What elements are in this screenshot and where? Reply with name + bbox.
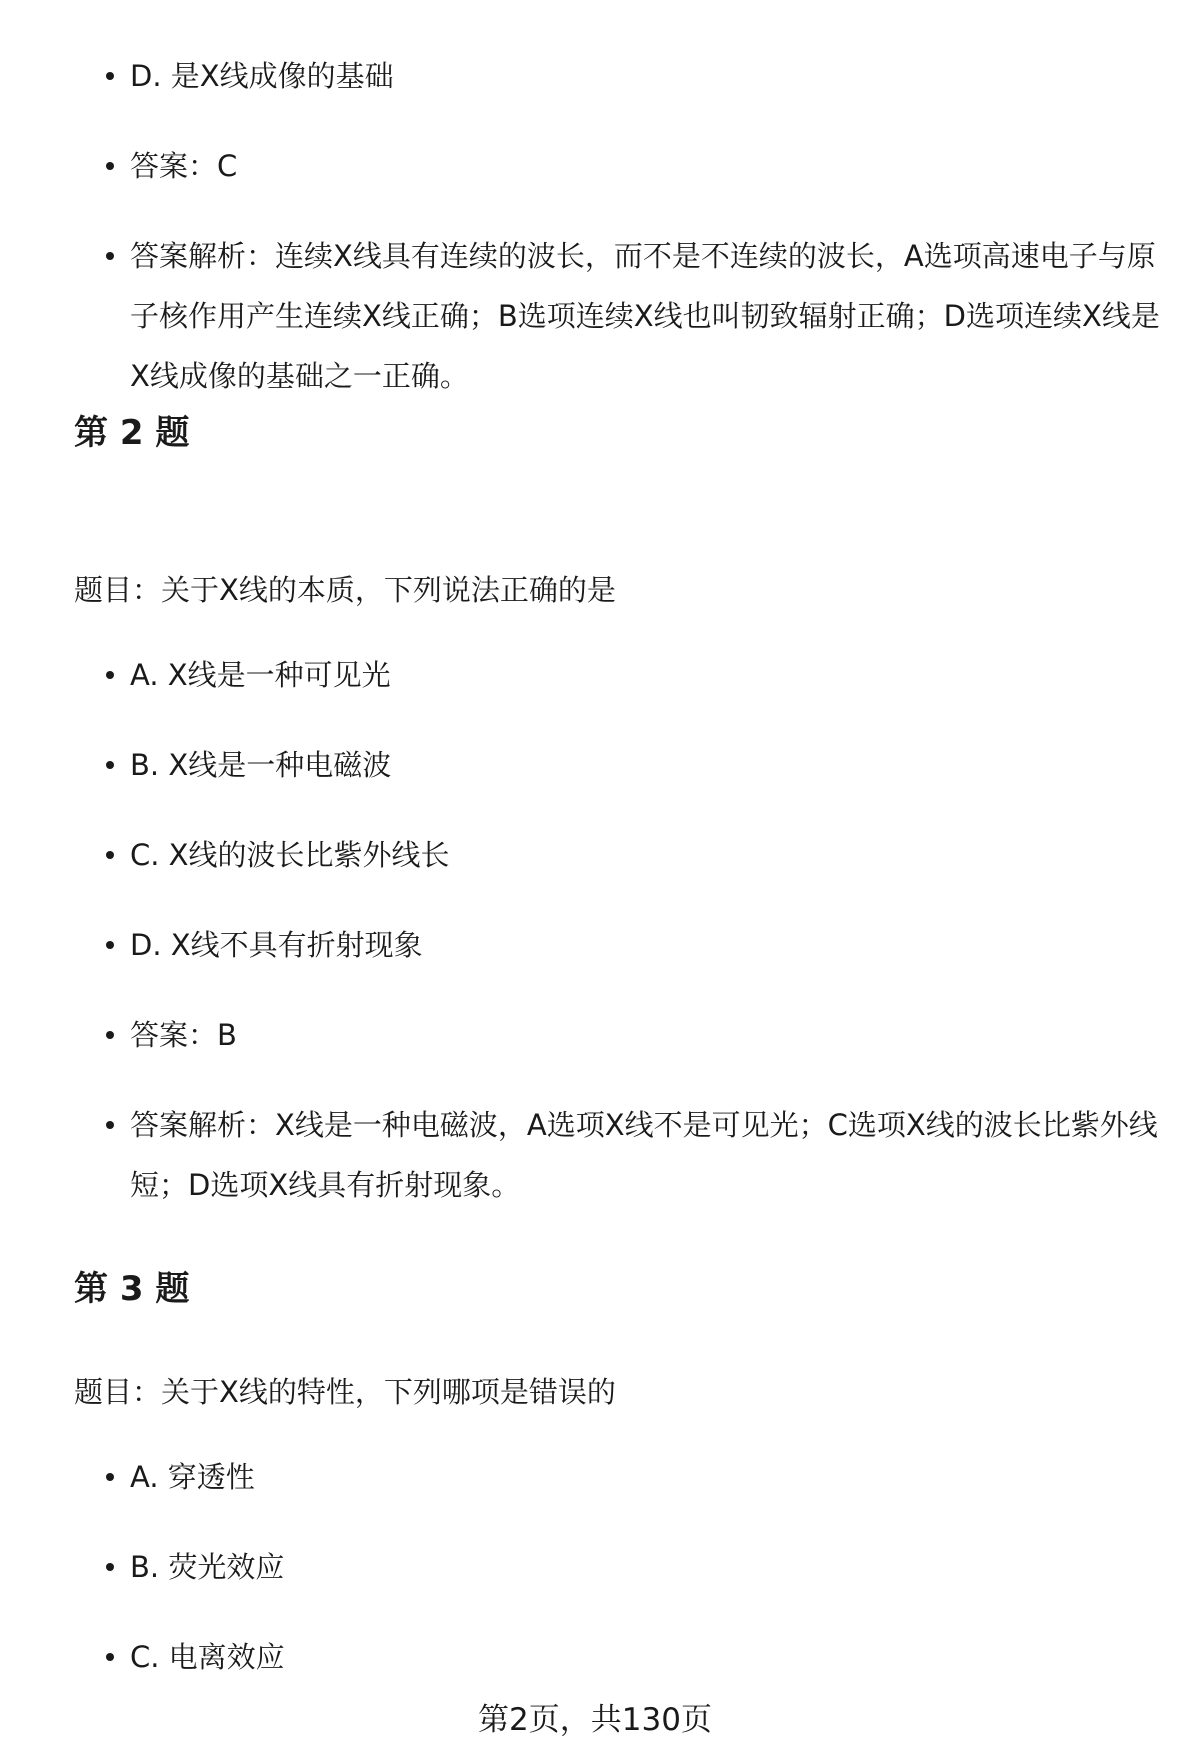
- q3-option-b: B. 荧光效应: [74, 1537, 1160, 1597]
- q2-answer: 答案：B: [74, 1005, 1160, 1065]
- q2-list: [74, 645, 1160, 1245]
- q3-option-a: A. 穿透性: [74, 1447, 1160, 1507]
- q2-explanation: 答案解析：X线是一种电磁波，A选项X线不是可见光；C选项X线的波长比紫外线短；D选项X线具有折射现象。: [74, 1095, 1160, 1215]
- q2-stem: 题目：关于X线的本质，下列说法正确的是: [74, 573, 616, 607]
- page-number: 第2页，共130页: [478, 1702, 712, 1738]
- q3-option-c: C. 电离效应: [74, 1627, 1160, 1687]
- q1-option-d: D. 是X线成像的基础: [74, 46, 1160, 106]
- q2-title: 第 2 题: [74, 413, 190, 453]
- q1-explanation: 答案解析：连续X线具有连续的波长，而不是不连续的波长，A选项高速电子与原子核作用产生连续X线正确；B选项连续X线也叫韧致辐射正确；D选项连续X线是X线成像的基础之一正确。: [74, 226, 1160, 406]
- q2-option-d: D. X线不具有折射现象: [74, 915, 1160, 975]
- q1-answer: 答案：C: [74, 136, 1160, 196]
- q1-list: [74, 46, 1160, 436]
- q3-title: 第 3 题: [74, 1269, 190, 1309]
- q3-stem: 题目：关于X线的特性，下列哪项是错误的: [74, 1375, 616, 1409]
- q2-option-c: C. X线的波长比紫外线长: [74, 825, 1160, 885]
- q2-option-a: A. X线是一种可见光: [74, 645, 1160, 705]
- q2-option-b: B. X线是一种电磁波: [74, 735, 1160, 795]
- q3-list: [74, 1447, 1160, 1717]
